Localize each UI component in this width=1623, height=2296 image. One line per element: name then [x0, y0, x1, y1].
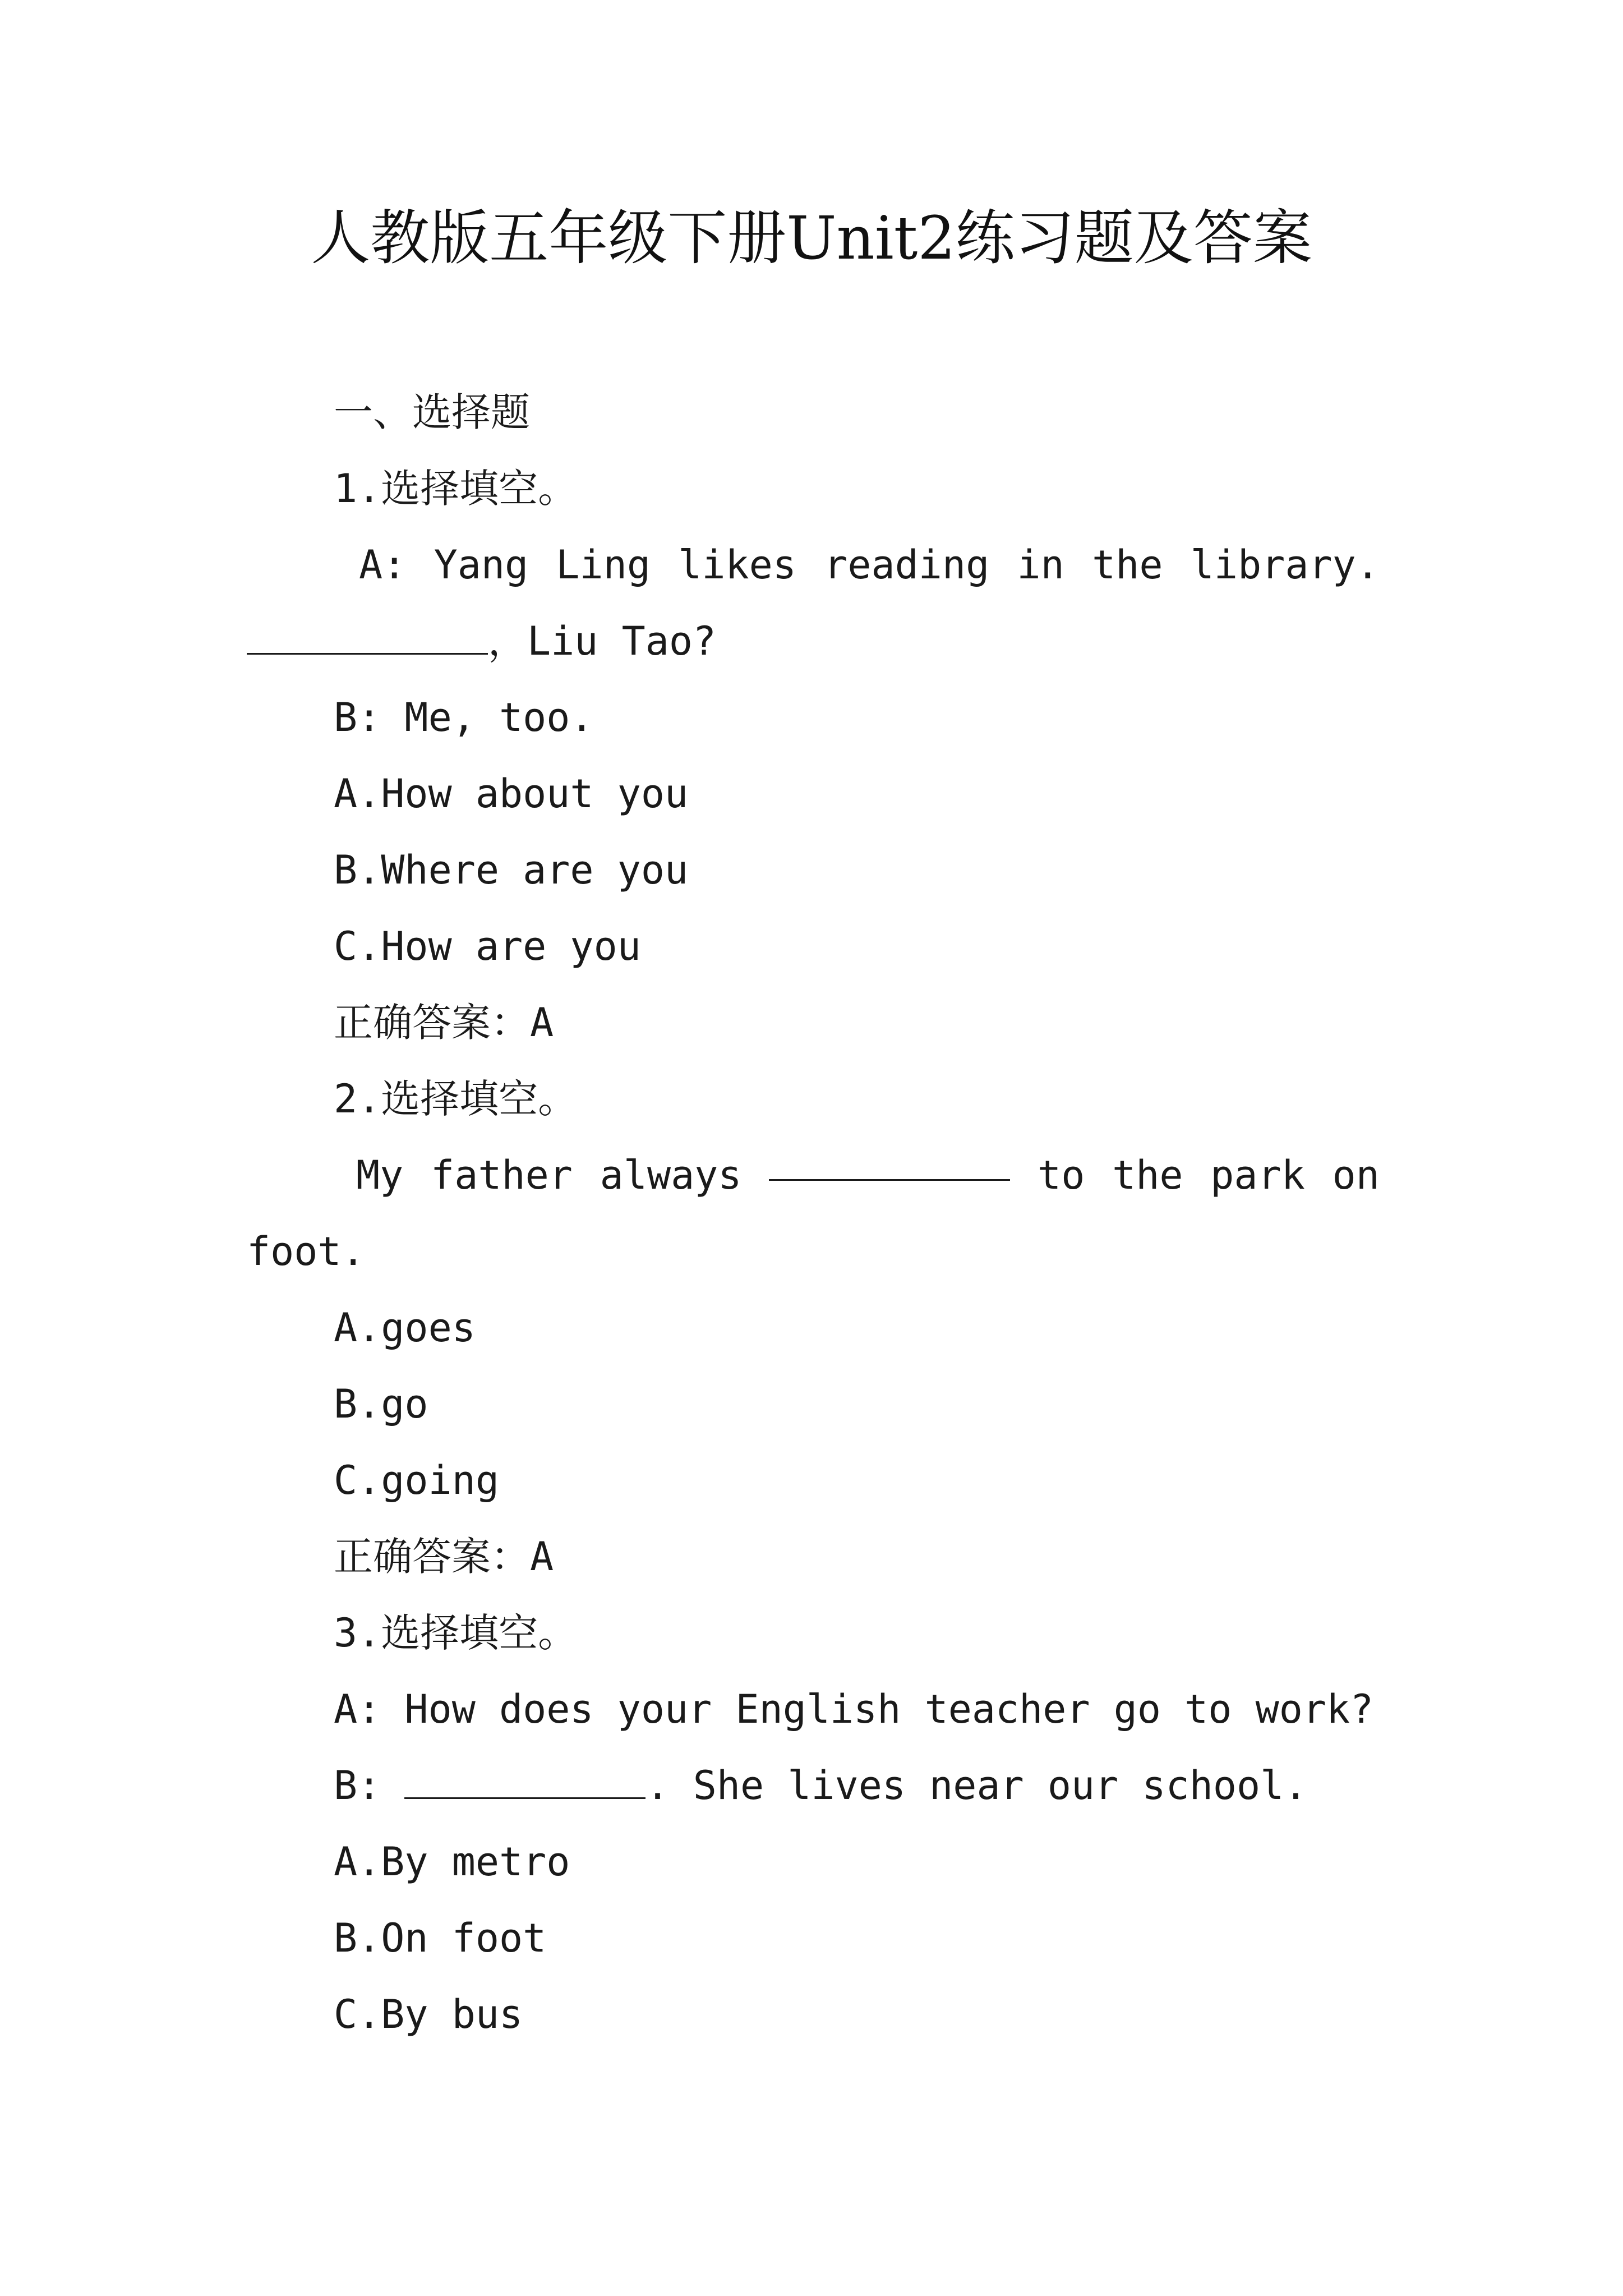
word: park	[1210, 1152, 1305, 1198]
word: library.	[1190, 542, 1380, 588]
word: to	[1038, 1152, 1085, 1198]
question-2-prompt-line	[356, 1144, 1380, 1206]
question-2-answer: 正确答案：A	[334, 1534, 554, 1580]
document-title: 人教版五年级下册Unit2练习题及答案	[311, 204, 1312, 273]
question-3-reply	[334, 1755, 1307, 1816]
question-1-option-b: B.Where are you	[334, 847, 689, 893]
question-1-option-c: C.How are you	[334, 923, 641, 969]
question-1-prompt-line	[359, 534, 1380, 596]
question-3-number: 3.选择填空。	[334, 1610, 578, 1656]
question-2-continuation: foot.	[247, 1228, 365, 1274]
word: father	[431, 1152, 573, 1198]
reply-prefix: B:	[334, 1763, 405, 1809]
word: the	[1092, 542, 1163, 588]
question-2-option-a: A.goes	[334, 1305, 476, 1351]
question-3-option-a: A.By metro	[334, 1839, 570, 1885]
question-2-option-c: C.going	[334, 1457, 500, 1503]
word: My	[356, 1152, 404, 1198]
question-3-option-b: B.On foot	[334, 1915, 547, 1961]
question-1-blank-line	[247, 610, 716, 672]
answer-blank	[247, 618, 488, 655]
question-1-tail: ，Liu Tao?	[488, 618, 717, 664]
word: in	[1017, 542, 1064, 588]
section-heading: 一、选择题	[334, 389, 530, 435]
reply-suffix: . She lives near our school.	[645, 1763, 1308, 1809]
question-1-number: 1.选择填空。	[334, 466, 578, 512]
word: reading	[824, 542, 990, 588]
word: the	[1112, 1152, 1183, 1198]
word: likes	[678, 542, 796, 588]
word: on	[1332, 1152, 1380, 1198]
word: Ling	[556, 542, 651, 588]
question-3-prompt: A: How does your English teacher go to work?	[334, 1686, 1374, 1732]
word: always	[600, 1152, 742, 1198]
question-2-option-b: B.go	[334, 1381, 428, 1427]
question-1-answer: 正确答案：A	[334, 1000, 554, 1046]
answer-blank	[404, 1763, 645, 1799]
word: Yang	[434, 542, 529, 588]
question-1-option-a: A.How about you	[334, 771, 689, 817]
question-1-reply: B: Me, too.	[334, 694, 594, 740]
word: A:	[359, 542, 407, 588]
question-2-number: 2.选择填空。	[334, 1076, 578, 1122]
answer-blank	[769, 1144, 1010, 1181]
question-3-option-c: C.By bus	[334, 1991, 523, 2037]
